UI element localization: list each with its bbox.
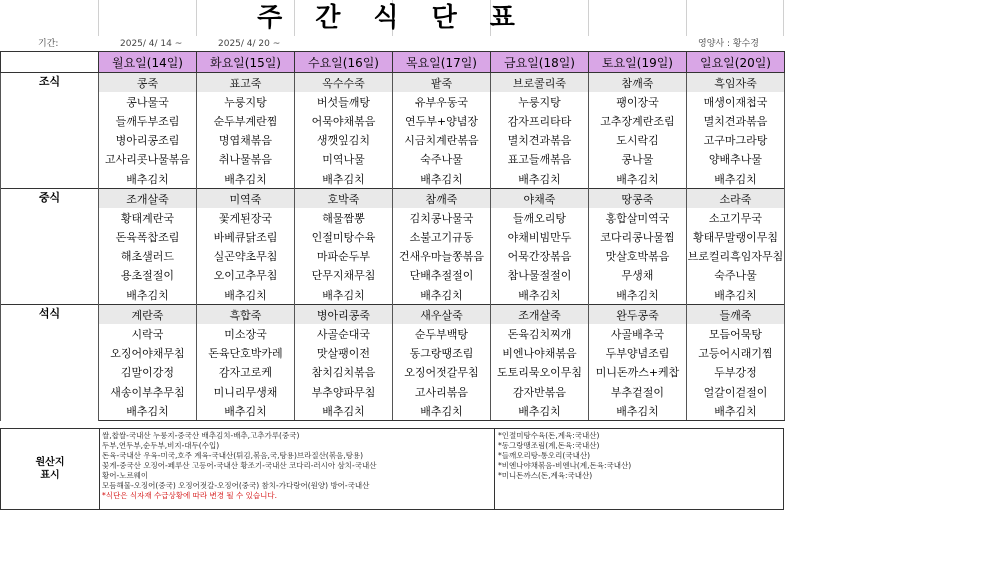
origin-line: *인절미탕수육(돈,계육:국내산) (498, 431, 600, 440)
menu-row (1, 305, 785, 325)
menu-row (1, 401, 785, 421)
dish-cell: 계란죽 (99, 305, 197, 325)
dish-cell: 배추김치 (687, 401, 785, 421)
dish-cell: 어묵간장볶음 (491, 247, 589, 266)
origin-line: 쌀,찹쌀-국내산 누룽지-중국산 배추김치-배추,고추가루(중국) (102, 431, 300, 440)
day-header-3: 목요일(17일) (393, 52, 491, 73)
dish-cell: 조개살죽 (491, 305, 589, 325)
dish-cell: 배추김치 (589, 285, 687, 305)
dish-cell: 소고기무국 (687, 208, 785, 227)
dish-cell: 배추김치 (295, 401, 393, 421)
dish-cell: 병아리콩조림 (99, 131, 197, 150)
dish-cell: 미소장국 (197, 324, 295, 343)
menu-row (1, 247, 785, 266)
dish-cell: 브로컬리흑임자무침 (687, 247, 785, 266)
origin-line: *동그랑땡조림(계,돈육:국내산) (498, 441, 600, 450)
dish-cell: 배추김치 (393, 169, 491, 189)
dish-cell: 고구마그라탕 (687, 131, 785, 150)
dish-cell: 맛살팽이전 (295, 344, 393, 363)
dish-cell: 콩나물국 (99, 92, 197, 111)
menu-row (1, 285, 785, 305)
day-header-2: 수요일(16일) (295, 52, 393, 73)
origin-line: *비엔나야채볶음-비엔나(계,돈육:국내산) (498, 461, 632, 470)
menu-row (1, 73, 785, 93)
dish-cell: 순두부계란찜 (197, 111, 295, 130)
dish-cell: 고등어시래기찜 (687, 344, 785, 363)
dish-cell: 해초샐러드 (99, 247, 197, 266)
header-corner (1, 52, 99, 73)
menu-body (1, 73, 785, 421)
dish-cell: 단배추절절이 (393, 266, 491, 285)
dish-cell: 오징어야채무침 (99, 344, 197, 363)
origin-line: *들깨오리탕-통오리(국내산) (498, 451, 591, 460)
dish-cell: 참깨죽 (393, 189, 491, 209)
origin-line: 모듬해물-오징어(중국) 오징어젓갈-오징어(중국) 참치-가다랑어(원양) 방어-국내산 (102, 481, 370, 490)
day-header-6: 일요일(20일) (687, 52, 785, 73)
menu-row (1, 266, 785, 285)
dish-cell: 완두콩죽 (589, 305, 687, 325)
origin-line: 돈육-국내산 우육-미국,호주 계육-국내산(튀김,볶음,국,탕용)브라질산(볶음,탕용) (102, 451, 364, 460)
dish-cell: 새우살죽 (393, 305, 491, 325)
dish-cell: 두부양념조림 (589, 344, 687, 363)
dish-cell: 새송이부추무침 (99, 382, 197, 401)
dish-cell: 도토리묵오이무침 (491, 363, 589, 382)
menu-row (1, 382, 785, 401)
dish-cell: 조개살죽 (99, 189, 197, 209)
dish-cell: 고추장계란조림 (589, 111, 687, 130)
menu-row (1, 111, 785, 130)
meal-label: 중식 (1, 189, 99, 305)
dish-cell: 배추김치 (491, 169, 589, 189)
dish-cell: 미니돈까스+케찹 (589, 363, 687, 382)
origin-label (1, 429, 100, 509)
dish-cell: 배추김치 (197, 285, 295, 305)
dish-cell: 생깻잎김치 (295, 131, 393, 150)
meal-label: 석식 (1, 305, 99, 421)
dish-cell: 멸치견과볶음 (491, 131, 589, 150)
origin-line: *식단은 식자재 수급상황에 따라 변경 될 수 있습니다. (102, 491, 277, 500)
dish-cell: 마파순두부 (295, 247, 393, 266)
dish-cell: 돈육김치찌개 (491, 324, 589, 343)
dish-cell: 배추김치 (491, 401, 589, 421)
dish-cell: 시락국 (99, 324, 197, 343)
dish-cell: 유부우동국 (393, 92, 491, 111)
dish-cell: 미역나물 (295, 150, 393, 169)
dish-cell: 부추겉절이 (589, 382, 687, 401)
day-header-row (1, 52, 785, 73)
dish-cell: 버섯들깨탕 (295, 92, 393, 111)
nutritionist: 영양사 : 황수경 (698, 39, 759, 49)
dish-cell: 건새우마늘쫑볶음 (393, 247, 491, 266)
dish-cell: 참깨죽 (589, 73, 687, 93)
dish-cell: 부추양파무침 (295, 382, 393, 401)
dish-cell: 돈육폭찹조림 (99, 228, 197, 247)
dish-cell: 옥수수죽 (295, 73, 393, 93)
dish-cell: 두부강정 (687, 363, 785, 382)
origin-line: *미니돈까스(돈,계육:국내산) (498, 471, 593, 480)
dish-cell: 단무지채무침 (295, 266, 393, 285)
day-header-5: 토요일(19일) (589, 52, 687, 73)
dish-cell: 감자고로케 (197, 363, 295, 382)
dish-cell: 취나물볶음 (197, 150, 295, 169)
dish-cell: 배추김치 (295, 169, 393, 189)
dish-cell: 고사리콧나물볶음 (99, 150, 197, 169)
dish-cell: 배추김치 (687, 169, 785, 189)
dish-cell: 맛살호박볶음 (589, 247, 687, 266)
dish-cell: 팥죽 (393, 73, 491, 93)
dish-cell: 감자반볶음 (491, 382, 589, 401)
dish-cell: 해물짬뽕 (295, 208, 393, 227)
dish-cell: 호박죽 (295, 189, 393, 209)
origin-list-left (102, 431, 492, 501)
dish-cell: 참나물절절이 (491, 266, 589, 285)
dish-cell: 배추김치 (589, 401, 687, 421)
dish-cell: 누룽지탕 (197, 92, 295, 111)
dish-cell: 명엽채볶음 (197, 131, 295, 150)
dish-cell: 땅콩죽 (589, 189, 687, 209)
day-header-1: 화요일(15일) (197, 52, 295, 73)
weekly-menu-table (0, 51, 785, 421)
menu-row (1, 228, 785, 247)
dish-cell: 배추김치 (491, 285, 589, 305)
dish-cell: 들깨죽 (687, 305, 785, 325)
dish-cell: 김말이강정 (99, 363, 197, 382)
dish-cell: 홍합살미역국 (589, 208, 687, 227)
dish-cell: 배추김치 (197, 169, 295, 189)
dish-cell: 꽃게된장국 (197, 208, 295, 227)
menu-row (1, 131, 785, 150)
dish-cell: 미니리무생채 (197, 382, 295, 401)
dish-cell: 들깨두부조림 (99, 111, 197, 130)
dish-cell: 무생채 (589, 266, 687, 285)
dish-cell: 표고죽 (197, 73, 295, 93)
origin-line: 꽃게-중국산 오징어-페루산 고등어-국내산 황조기-국내산 코다리-러시아 삼치-국내산 (102, 461, 377, 470)
dish-cell: 배추김치 (687, 285, 785, 305)
dish-cell: 인절미탕수육 (295, 228, 393, 247)
dish-cell: 누룽지탕 (491, 92, 589, 111)
dish-cell: 감자프리타타 (491, 111, 589, 130)
dish-cell: 배추김치 (393, 401, 491, 421)
dish-cell: 동그랑땡조림 (393, 344, 491, 363)
day-header-4: 금요일(18일) (491, 52, 589, 73)
dish-cell: 황태무말랭이무침 (687, 228, 785, 247)
menu-row (1, 150, 785, 169)
menu-row (1, 92, 785, 111)
dish-cell: 숙주나물 (393, 150, 491, 169)
dish-cell: 미역죽 (197, 189, 295, 209)
origin-label-line2: 표시 (40, 470, 60, 481)
dish-cell: 콩나물 (589, 150, 687, 169)
dish-cell: 배추김치 (99, 285, 197, 305)
origin-line: 두부,연두부,순두부,비지-대두(수입) (102, 441, 220, 450)
dish-cell: 배추김치 (295, 285, 393, 305)
dish-cell: 야채비빔만두 (491, 228, 589, 247)
dish-cell: 오징어젓갈무침 (393, 363, 491, 382)
dish-cell: 용초절절이 (99, 266, 197, 285)
dish-cell: 소불고기규동 (393, 228, 491, 247)
dish-cell: 시금치계란볶음 (393, 131, 491, 150)
dish-cell: 병아리콩죽 (295, 305, 393, 325)
dish-cell: 배추김치 (197, 401, 295, 421)
dish-cell: 사골순대국 (295, 324, 393, 343)
dish-cell: 매생이재첩국 (687, 92, 785, 111)
dish-cell: 배추김치 (99, 169, 197, 189)
dish-cell: 사골배추국 (589, 324, 687, 343)
origin-list-right (494, 429, 783, 509)
menu-row (1, 324, 785, 343)
dish-cell: 야채죽 (491, 189, 589, 209)
menu-row (1, 363, 785, 382)
dish-cell: 실곤약초무침 (197, 247, 295, 266)
date-start: 2025/ 4/ 14 ~ (120, 39, 183, 49)
date-end: 2025/ 4/ 20 ~ (218, 39, 281, 49)
menu-row (1, 344, 785, 363)
dish-cell: 연두부+양념장 (393, 111, 491, 130)
dish-cell: 순두부백탕 (393, 324, 491, 343)
menu-row (1, 169, 785, 189)
origin-line: 황어-노르웨이 (102, 471, 149, 480)
dish-cell: 멸치견과볶음 (687, 111, 785, 130)
dish-cell: 김치콩나물국 (393, 208, 491, 227)
dish-cell: 어묵야채볶음 (295, 111, 393, 130)
dish-cell: 표고들깨볶음 (491, 150, 589, 169)
dish-cell: 소라죽 (687, 189, 785, 209)
dish-cell: 배추김치 (393, 285, 491, 305)
dish-cell: 고사리볶음 (393, 382, 491, 401)
dish-cell: 바베큐닭조림 (197, 228, 295, 247)
dish-cell: 흑임자죽 (687, 73, 785, 93)
dish-cell: 황태계란국 (99, 208, 197, 227)
menu-row (1, 208, 785, 227)
dish-cell: 코다리콩나물찜 (589, 228, 687, 247)
dish-cell: 얼갈이겉절이 (687, 382, 785, 401)
dish-cell: 참치김치볶음 (295, 363, 393, 382)
dish-cell: 배추김치 (589, 169, 687, 189)
origin-section (0, 428, 784, 510)
dish-cell: 도시락김 (589, 131, 687, 150)
dish-cell: 숙주나물 (687, 266, 785, 285)
dish-cell: 오이고추무침 (197, 266, 295, 285)
day-header-0: 월요일(14일) (99, 52, 197, 73)
page-title: 주 간 식 단 표 (257, 3, 527, 33)
dish-cell: 배추김치 (99, 401, 197, 421)
meal-label: 조식 (1, 73, 99, 189)
dish-cell: 들깨오리탕 (491, 208, 589, 227)
dish-cell: 양배추나물 (687, 150, 785, 169)
origin-label-line1: 원산지 (35, 457, 65, 468)
menu-row (1, 189, 785, 209)
dish-cell: 모듬어묵탕 (687, 324, 785, 343)
dish-cell: 돈육단호박카레 (197, 344, 295, 363)
dish-cell: 브로콜리죽 (491, 73, 589, 93)
dish-cell: 비엔나야채볶음 (491, 344, 589, 363)
dish-cell: 콩죽 (99, 73, 197, 93)
dish-cell: 흑합죽 (197, 305, 295, 325)
period-label: 기간: (38, 39, 59, 49)
dish-cell: 팽이장국 (589, 92, 687, 111)
